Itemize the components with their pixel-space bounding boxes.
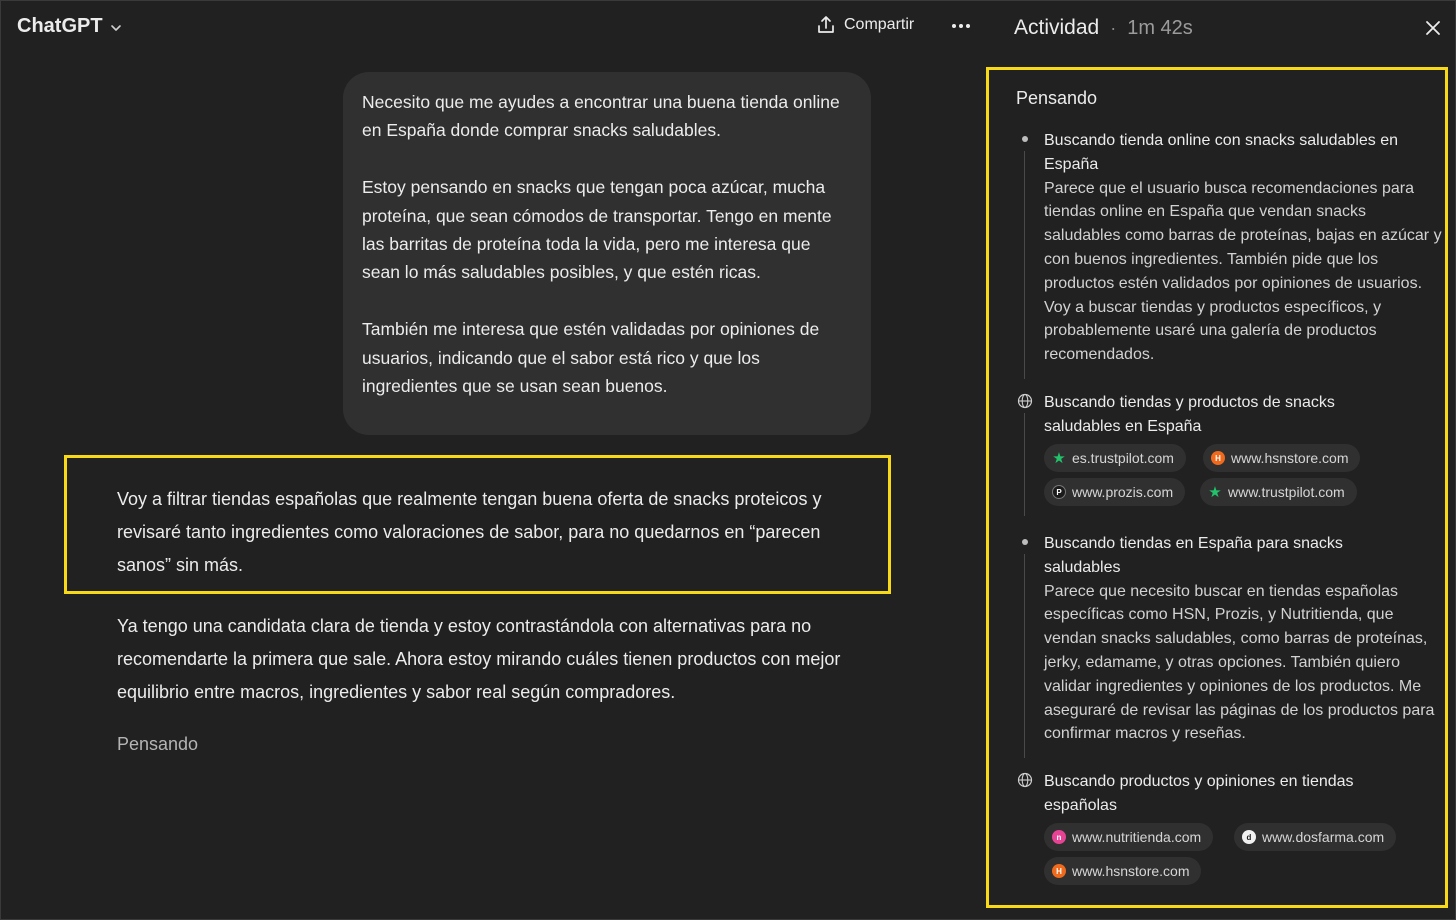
source-label: www.prozis.com bbox=[1072, 484, 1174, 500]
user-message-bubble bbox=[343, 72, 871, 435]
thinking-status: Pensando bbox=[117, 734, 199, 754]
hsn-logo-icon: H bbox=[1052, 864, 1066, 878]
close-activity-button[interactable] bbox=[1422, 17, 1444, 39]
source-label: www.trustpilot.com bbox=[1228, 484, 1345, 500]
activity-header bbox=[1014, 16, 1193, 40]
more-icon bbox=[951, 23, 971, 29]
trustpilot-star-icon: ★ bbox=[1208, 484, 1222, 501]
source-chip[interactable] bbox=[1044, 444, 1186, 472]
timeline-line bbox=[1024, 554, 1025, 758]
source-label: www.hsnstore.com bbox=[1072, 863, 1190, 879]
timeline-line bbox=[1024, 413, 1025, 516]
step-title: Buscando tienda online con snacks saludables en España bbox=[1044, 132, 1399, 173]
model-switcher[interactable] bbox=[17, 15, 123, 38]
globe-icon bbox=[1017, 772, 1033, 788]
share-icon bbox=[816, 15, 836, 35]
more-options-button[interactable] bbox=[948, 13, 974, 39]
source-chip[interactable] bbox=[1044, 857, 1201, 885]
step-bullet-icon bbox=[1022, 136, 1028, 142]
globe-icon bbox=[1017, 393, 1033, 409]
step-bullet-icon bbox=[1022, 539, 1028, 545]
activity-separator: · bbox=[1110, 17, 1117, 38]
hsn-logo-icon: H bbox=[1211, 451, 1225, 465]
source-label: es.trustpilot.com bbox=[1072, 450, 1174, 466]
assistant-message: Voy a filtrar tiendas españolas que realmente tengan buena oferta de snacks proteicos y revisaré tanto ingredientes como valoraciones de sabor, para no quedarnos en “parecen sanos” sin más. bbox=[117, 489, 822, 575]
source-chip[interactable] bbox=[1200, 478, 1357, 506]
prozis-logo-icon: P bbox=[1052, 485, 1066, 499]
source-label: www.nutritienda.com bbox=[1072, 829, 1202, 845]
activity-step bbox=[1044, 770, 1394, 818]
user-message-paragraph: Necesito que me ayudes a encontrar una buena tienda online en España donde comprar snacks saludables. bbox=[362, 92, 840, 141]
user-message-paragraph: Estoy pensando en snacks que tengan poca azúcar, mucha proteína, que sean cómodos de transportar. Tengo en mente las barritas de proteína toda la vida, pero me interesa que sean lo más saludables posibles, y que estén ricas. bbox=[362, 177, 832, 283]
step-body: Parece que necesito buscar en tiendas españolas específicas como HSN, Prozis, y Nutritienda, que vendan snacks saludables, como barras de proteínas, jerky, edamame, y otras opciones. También quiero validar ingredientes y opiniones de los productos. Me aseguraré de revisar las páginas de los productos para confirmar macros y reseñas. bbox=[1044, 582, 1435, 743]
top-bar bbox=[1, 1, 1001, 55]
close-icon bbox=[1422, 17, 1444, 39]
step-body: Parece que el usuario busca recomendaciones para tiendas online en España que vendan snacks saludables como barras de proteínas, bajas en azúcar y con buenos ingredientes. También pide que los productos estén validados por opiniones de usuarios. Voy a buscar tiendas y productos específicos, y probablemente usaré una galería de productos recomendados. bbox=[1044, 179, 1442, 364]
step-title: Buscando productos y opiniones en tiendas españolas bbox=[1044, 773, 1354, 814]
trustpilot-star-icon: ★ bbox=[1052, 450, 1066, 467]
activity-section-title: Pensando bbox=[1016, 88, 1098, 108]
user-message-paragraph: También me interesa que estén validadas por opiniones de usuarios, indicando que el sabor está rico y que los ingredientes que se usan sean buenos. bbox=[362, 319, 820, 397]
activity-step bbox=[1044, 391, 1374, 439]
source-chip[interactable] bbox=[1044, 823, 1213, 851]
step-title: Buscando tiendas y productos de snacks saludables en España bbox=[1044, 394, 1335, 435]
timeline-line bbox=[1024, 151, 1025, 379]
step-title: Buscando tiendas en España para snacks saludables bbox=[1044, 535, 1343, 576]
activity-step bbox=[1044, 532, 1444, 746]
share-label: Compartir bbox=[844, 16, 915, 33]
chevron-down-icon bbox=[109, 21, 123, 35]
nutritienda-logo-icon: n bbox=[1052, 830, 1066, 844]
source-label: www.dosfarma.com bbox=[1262, 829, 1385, 845]
assistant-message: Ya tengo una candidata clara de tienda y estoy contrastándola con alternativas para no recomendarte la primera que sale. Ahora estoy mirando cuáles tienen productos con mejor equilibrio entre macros, ingredientes y sabor real según compradores. bbox=[117, 616, 841, 702]
dosfarma-logo-icon: d bbox=[1242, 830, 1256, 844]
source-chip[interactable] bbox=[1234, 823, 1396, 851]
share-button[interactable] bbox=[816, 15, 914, 35]
activity-duration: 1m 42s bbox=[1127, 16, 1193, 39]
app-title: ChatGPT bbox=[17, 15, 103, 37]
activity-step bbox=[1044, 129, 1444, 367]
source-label: www.hsnstore.com bbox=[1231, 450, 1349, 466]
activity-title: Actividad bbox=[1014, 16, 1100, 39]
source-chip[interactable] bbox=[1203, 444, 1360, 472]
source-chip[interactable] bbox=[1044, 478, 1185, 506]
